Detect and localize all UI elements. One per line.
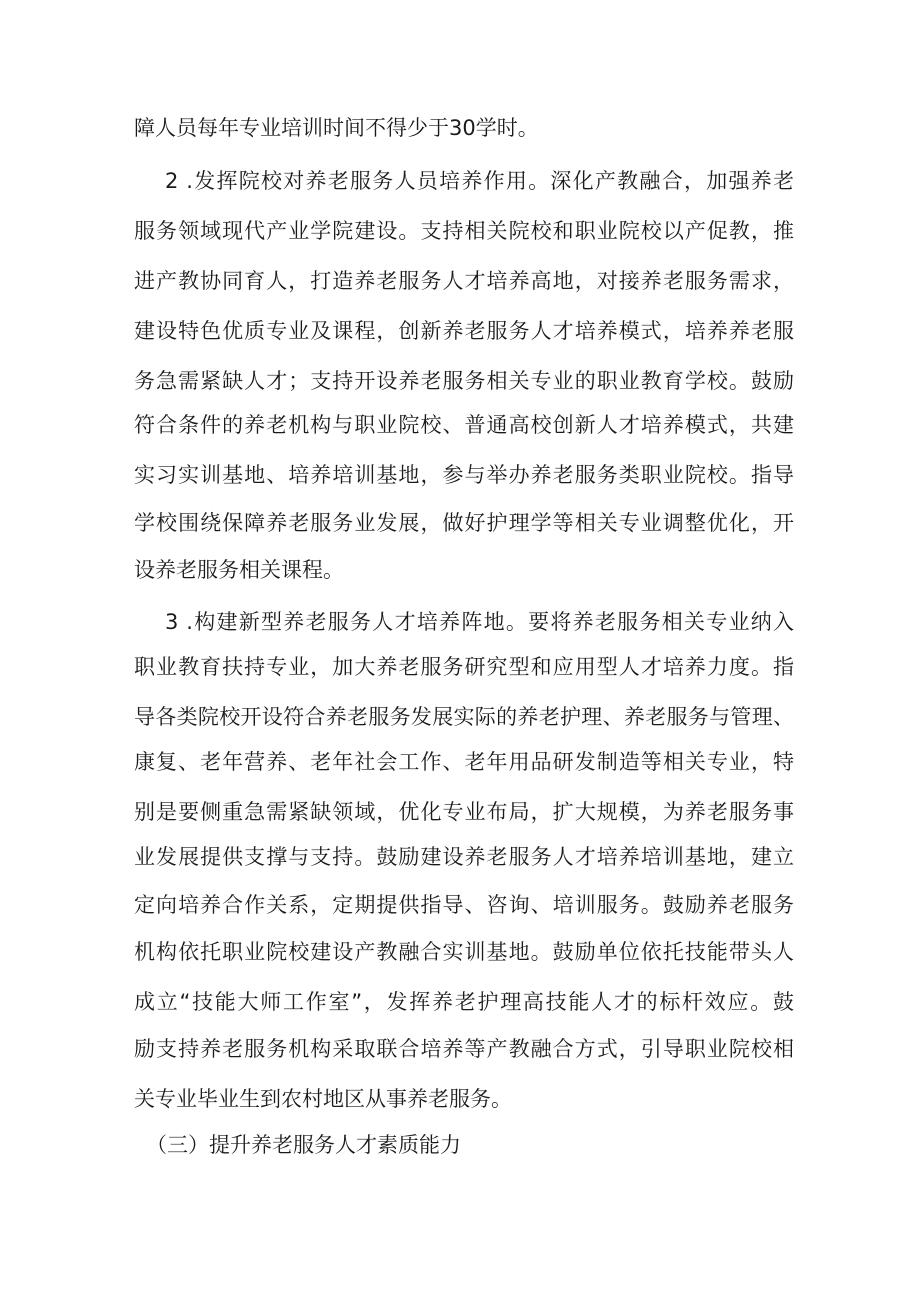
- paragraph-line: 实习实训基地、培养培训基地，参与举办养老服务类职业院校。指导: [134, 463, 794, 487]
- paragraph-line: 定向培养合作关系，定期提供指导、咨询、培训服务。鼓励养老服务: [134, 893, 794, 917]
- paragraph-line: 康复、老年营养、老年社会工作、老年用品研发制造等相关专业，特: [134, 750, 794, 774]
- paragraph-heading-line: 2 .发挥院校对养老服务人员培养作用。深化产教融合，加强养老: [165, 169, 794, 193]
- paragraph-line: 务急需紧缺人才；支持开设养老服务相关专业的职业教育学校。鼓励: [134, 369, 794, 393]
- paragraph-line: 建设特色优质专业及课程，创新养老服务人才培养模式，培养养老服: [134, 319, 794, 343]
- paragraph-heading-line: 3 .构建新型养老服务人才培养阵地。要将养老服务相关专业纳入: [165, 610, 794, 634]
- paragraph-line: 职业教育扶持专业，加大养老服务研究型和应用型人才培养力度。指: [134, 655, 794, 679]
- paragraph-line: 机构依托职业院校建设产教融合实训基地。鼓励单位依托技能带头人: [134, 940, 794, 964]
- paragraph-line: 设养老服务相关课程。: [134, 558, 344, 582]
- paragraph-line: 成立“技能大师工作室”，发挥养老护理高技能人才的标杆效应。鼓: [134, 990, 794, 1014]
- paragraph-line: 障人员每年专业培训时间不得少于30学时。: [134, 116, 539, 140]
- paragraph-line: 服务领域现代产业学院建设。支持相关院校和职业院校以产促教，推: [134, 219, 794, 243]
- paragraph-line: 别是要侧重急需紧缺领域，优化专业布局，扩大规模，为养老服务事: [134, 800, 794, 824]
- paragraph-line: 励支持养老服务机构采取联合培养等产教融合方式，引导职业院校相: [134, 1037, 794, 1061]
- paragraph-line: 业发展提供支撑与支持。鼓励建设养老服务人才培养培训基地，建立: [134, 845, 794, 869]
- paragraph-line: 导各类院校开设符合养老服务发展实际的养老护理、养老服务与管理、: [134, 705, 794, 729]
- paragraph-line: 学校围绕保障养老服务业发展，做好护理学等相关专业调整优化，开: [134, 511, 794, 535]
- paragraph-line: 符合条件的养老机构与职业院校、普通高校创新人才培养模式，共建: [134, 413, 794, 437]
- section-heading: （三）提升养老服务人才素质能力: [146, 1133, 461, 1157]
- paragraph-line: 进产教协同育人，打造养老服务人才培养高地，对接养老服务需求，: [134, 269, 794, 293]
- paragraph-line: 关专业毕业生到农村地区从事养老服务。: [134, 1087, 512, 1111]
